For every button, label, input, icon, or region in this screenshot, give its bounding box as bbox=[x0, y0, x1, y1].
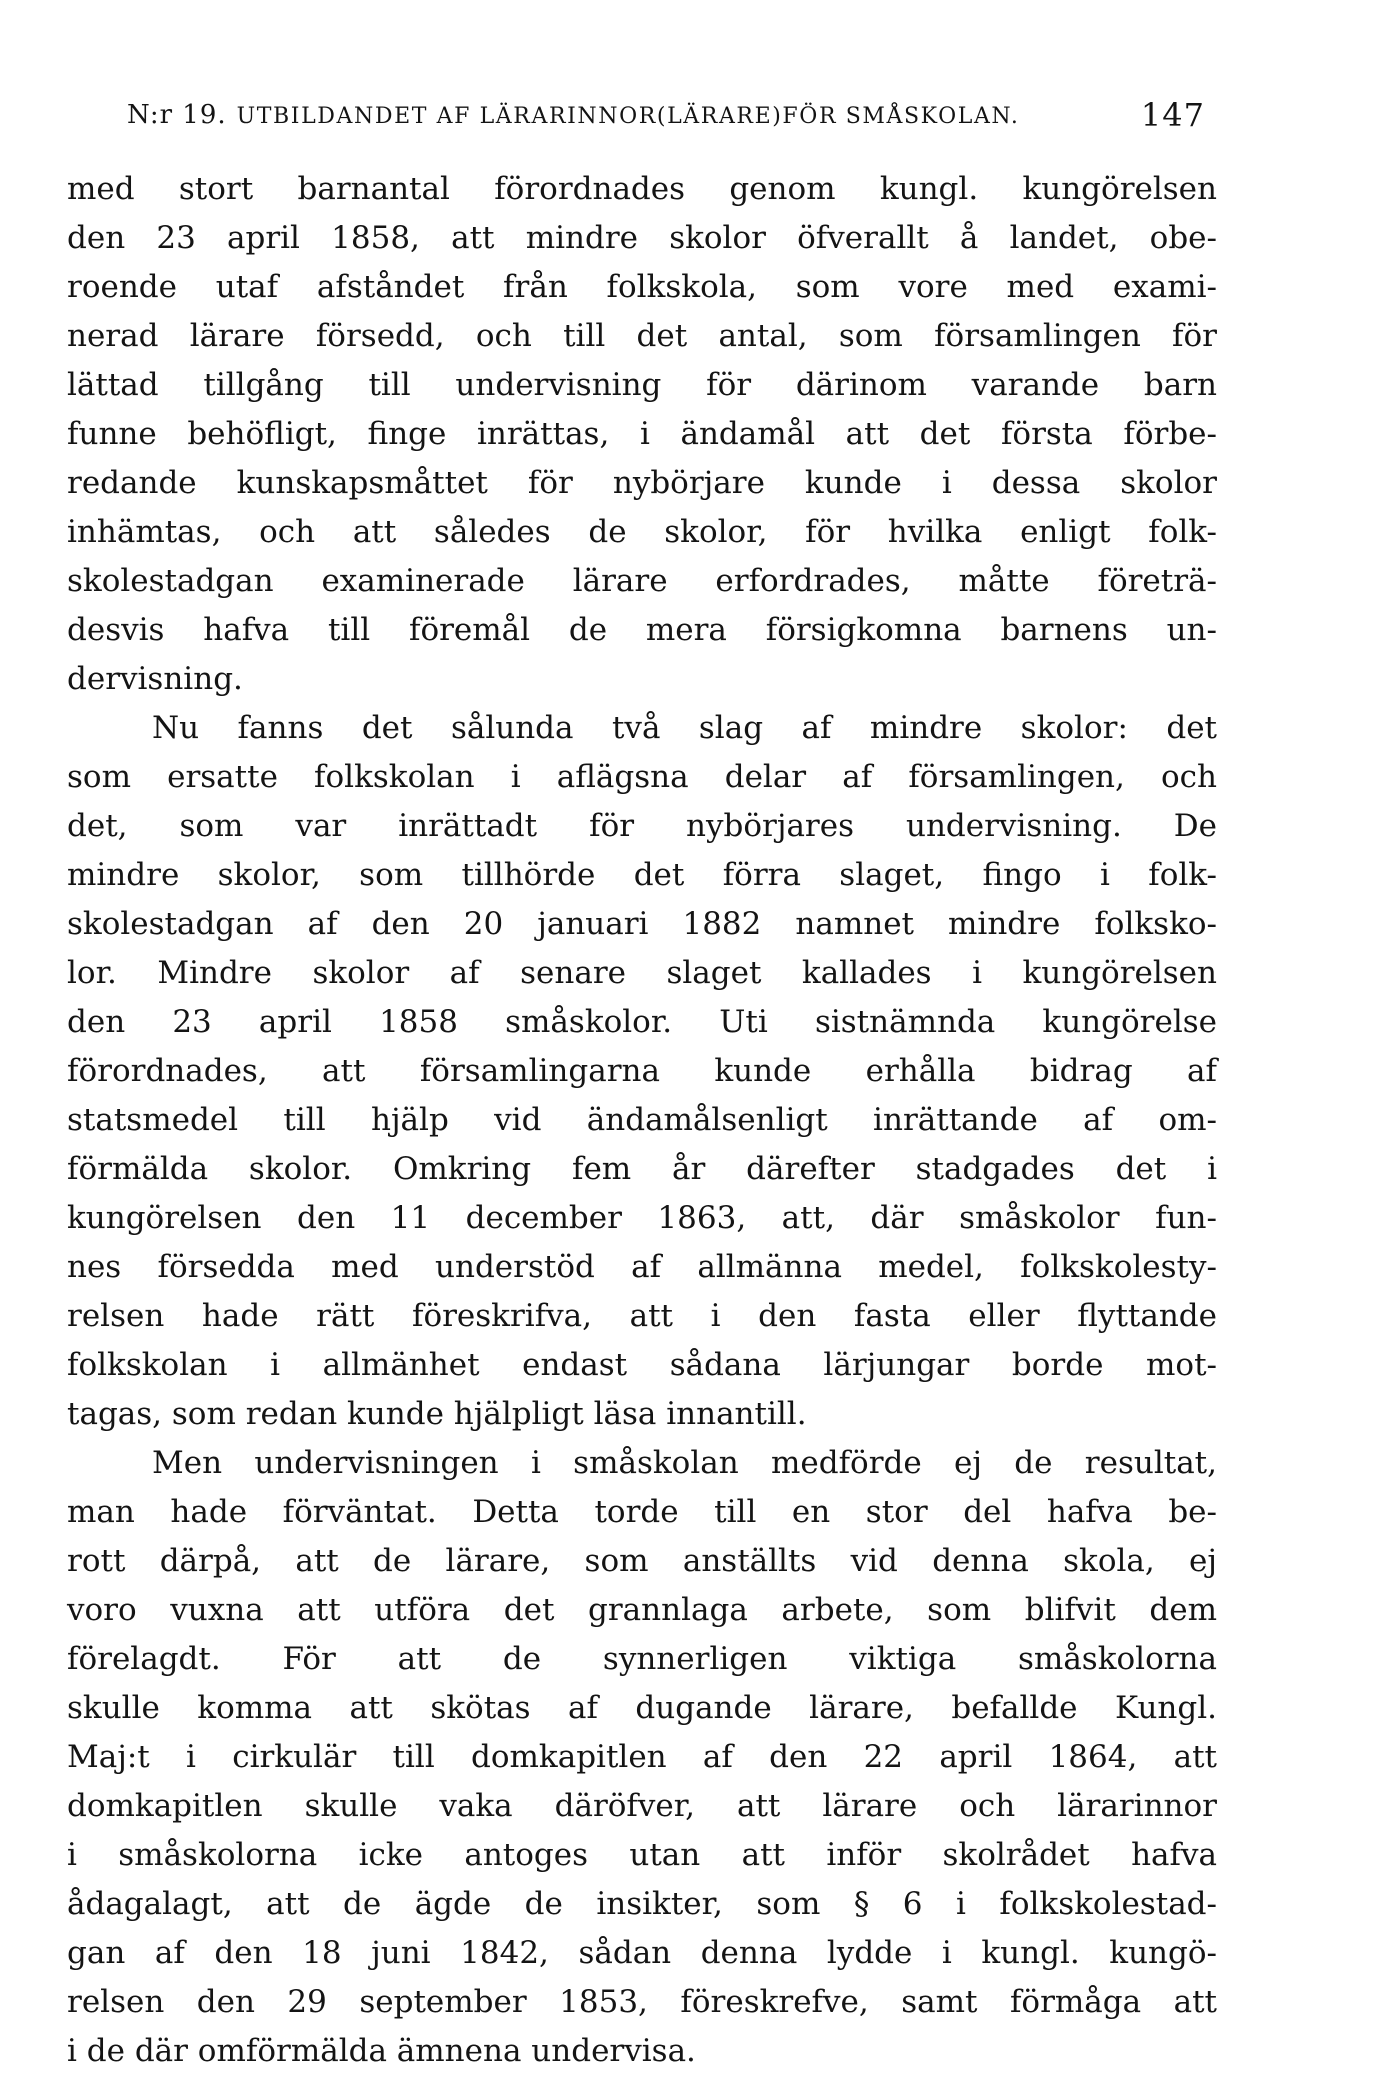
text-line: redande kunskapsmåttet för nybörjare kunde i dessa skolor bbox=[67, 465, 1217, 501]
text-line: ådagalagt, att de ägde de insikter, som § 6 i folkskolestad- bbox=[67, 1886, 1217, 1922]
text-line: lor. Mindre skolor af senare slaget kallades i kungörelsen bbox=[67, 955, 1217, 991]
text-line: som ersatte folkskolan i aflägsna delar af församlingen, och bbox=[67, 759, 1217, 795]
text-line: funne behöfligt, finge inrättas, i ändamål att det första förbe- bbox=[67, 416, 1217, 452]
text-line: roende utaf afståndet från folkskola, som vore med exami- bbox=[67, 269, 1217, 305]
text-line: Maj:t i cirkulär till domkapitlen af den 22 april 1864, att bbox=[67, 1739, 1217, 1775]
running-title: UTBILDANDET AF LÄRARINNOR(LÄRARE)FÖR SMÅSKOLAN. bbox=[236, 104, 1020, 129]
text-line: rott därpå, att de lärare, som anställts vid denna skola, ej bbox=[67, 1543, 1217, 1579]
text-line: den 23 april 1858 småskolor. Uti sistnämnda kungörelse bbox=[67, 1004, 1217, 1040]
running-header bbox=[127, 92, 1205, 138]
text-line: nes försedda med understöd af allmänna medel, folkskolesty- bbox=[67, 1249, 1217, 1285]
text-line: man hade förväntat. Detta torde till en stor del hafva be- bbox=[67, 1494, 1217, 1530]
text-line: med stort barnantal förordnades genom kungl. kungörelsen bbox=[67, 171, 1217, 207]
text-line: lättad tillgång till undervisning för därinom varande barn bbox=[67, 367, 1217, 403]
text-line: skulle komma att skötas af dugande lärare, befallde Kungl. bbox=[67, 1690, 1217, 1726]
text-line: desvis hafva till föremål de mera försigkomna barnens un- bbox=[67, 612, 1217, 648]
text-line: statsmedel till hjälp vid ändamålsenligt inrättande af om- bbox=[67, 1102, 1217, 1138]
text-line: relsen hade rätt föreskrifva, att i den fasta eller flyttande bbox=[67, 1298, 1217, 1334]
page-number: 147 bbox=[1140, 96, 1205, 134]
text-line: skolestadgan examinerade lärare erfordrades, måtte företrä- bbox=[67, 563, 1217, 599]
text-line: nerad lärare försedd, och till det antal, som församlingen för bbox=[67, 318, 1217, 354]
text-line: den 23 april 1858, att mindre skolor öfverallt å landet, obe- bbox=[67, 220, 1217, 256]
text-line: det, som var inrättadt för nybörjares undervisning. De bbox=[67, 808, 1217, 844]
text-line: förmälda skolor. Omkring fem år därefter stadgades det i bbox=[67, 1151, 1217, 1187]
text-line: folkskolan i allmänhet endast sådana lärjungar borde mot- bbox=[67, 1347, 1217, 1383]
text-line: relsen den 29 september 1853, föreskrefve, samt förmåga att bbox=[67, 1984, 1217, 2020]
body-text bbox=[67, 165, 1217, 2076]
text-line: förordnades, att församlingarna kunde erhålla bidrag af bbox=[67, 1053, 1217, 1089]
text-line: kungörelsen den 11 december 1863, att, där småskolor fun- bbox=[67, 1200, 1217, 1236]
text-line: gan af den 18 juni 1842, sådan denna lydde i kungl. kungö- bbox=[67, 1935, 1217, 1971]
text-line: tagas, som redan kunde hjälpligt läsa innantill. bbox=[67, 1396, 807, 1432]
text-line: voro vuxna att utföra det grannlaga arbete, som blifvit dem bbox=[67, 1592, 1217, 1628]
text-line: Nu fanns det sålunda två slag af mindre skolor: det bbox=[152, 710, 1217, 746]
text-line: förelagdt. För att de synnerligen viktiga småskolorna bbox=[67, 1641, 1217, 1677]
section-number: N:r 19. bbox=[127, 100, 227, 130]
text-line: Men undervisningen i småskolan medförde ej de resultat, bbox=[152, 1445, 1217, 1481]
text-line: i småskolorna icke antoges utan att inför skolrådet hafva bbox=[67, 1837, 1217, 1873]
text-line: i de där omförmälda ämnena undervisa. bbox=[67, 2033, 696, 2069]
text-line: dervisning. bbox=[67, 661, 243, 697]
text-line: inhämtas, och att således de skolor, för hvilka enligt folk- bbox=[67, 514, 1217, 550]
text-line: skolestadgan af den 20 januari 1882 namnet mindre folksko- bbox=[67, 906, 1217, 942]
text-line: mindre skolor, som tillhörde det förra slaget, fingo i folk- bbox=[67, 857, 1217, 893]
text-line: domkapitlen skulle vaka däröfver, att lärare och lärarinnor bbox=[67, 1788, 1217, 1824]
